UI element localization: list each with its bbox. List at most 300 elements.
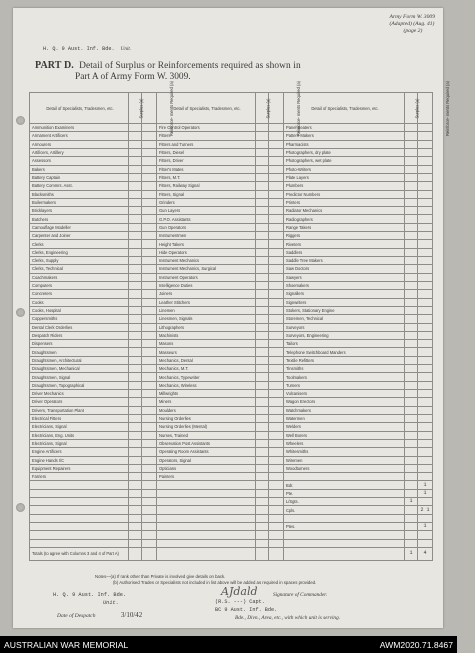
trade-name: Armament Artificers <box>30 132 129 140</box>
surplus-cell <box>256 481 269 489</box>
surplus-cell <box>405 281 418 289</box>
surplus-cell <box>129 281 142 289</box>
reinforcement-cell <box>142 198 157 206</box>
table-row <box>30 431 433 439</box>
table-row <box>30 423 433 431</box>
table-row <box>30 248 433 256</box>
surplus-cell <box>405 539 418 547</box>
trade-name <box>157 489 256 497</box>
reinforcement-cell <box>418 190 433 198</box>
page-title-line2: Part A of Army Form W. 3009. <box>75 72 191 82</box>
trade-name: Instrument Mechanics <box>157 257 256 265</box>
surplus-cell <box>405 290 418 298</box>
trade-name: Boilermakers <box>30 198 129 206</box>
surplus-cell <box>405 132 418 140</box>
surplus-cell <box>405 207 418 215</box>
surplus-cell <box>405 406 418 414</box>
surplus-cell <box>129 381 142 389</box>
reinforcement-cell <box>418 356 433 364</box>
trade-name: Butchers <box>30 215 129 223</box>
trade-name: Dispensers <box>30 340 129 348</box>
surplus-cell <box>129 198 142 206</box>
surplus-cell <box>405 356 418 364</box>
reinforcement-cell <box>142 298 157 306</box>
reinforcement-cell <box>269 273 284 281</box>
reinforcement-cell <box>418 381 433 389</box>
surplus-cell <box>405 223 418 231</box>
reinforcement-cell <box>269 265 284 273</box>
surplus-cell <box>405 464 418 472</box>
trade-name <box>284 539 405 547</box>
trade-name: Draughtsmen, Mechanical <box>30 365 129 373</box>
table-row <box>30 315 433 323</box>
trade-name <box>30 523 129 531</box>
table-row <box>30 489 433 497</box>
surplus-cell <box>129 498 142 506</box>
surplus-cell <box>405 298 418 306</box>
reinforcement-cell <box>142 531 157 539</box>
reinforcement-cell <box>142 506 157 514</box>
reinforcement-cell <box>269 431 284 439</box>
trade-name: Sawyers <box>284 273 405 281</box>
trade-name: Millwrights <box>157 390 256 398</box>
reinforcement-cell: 2 1 <box>418 506 433 514</box>
table-row <box>30 340 433 348</box>
trade-name: Welders <box>284 423 405 431</box>
trade-name: Fitters, Driver <box>157 157 256 165</box>
trade-name <box>157 514 256 522</box>
surplus-cell <box>256 315 269 323</box>
trade-name: Driver Operators <box>30 398 129 406</box>
surplus-cell <box>256 414 269 422</box>
trade-name <box>30 506 129 514</box>
trade-name <box>30 531 129 539</box>
reinforcement-cell <box>142 340 157 348</box>
surplus-cell <box>405 190 418 198</box>
surplus-cell <box>256 207 269 215</box>
trade-name: Saddle Tree Makers <box>284 257 405 265</box>
table-row <box>30 439 433 447</box>
trade-name: Plumbers <box>284 182 405 190</box>
reinforcement-cell <box>418 265 433 273</box>
trade-name: Coppersmiths <box>30 315 129 323</box>
reinforcement-cell <box>269 489 284 497</box>
reinforcement-cell <box>269 365 284 373</box>
surplus-cell <box>405 248 418 256</box>
trade-name: Bakers <box>30 165 129 173</box>
reinforcement-cell <box>142 523 157 531</box>
trade-name: Painters <box>157 473 256 481</box>
trade-name: Clerks, Technical <box>30 265 129 273</box>
surplus-cell <box>256 232 269 240</box>
reinforcement-cell <box>269 182 284 190</box>
trade-name: Gun Layers <box>157 207 256 215</box>
trade-name: Drivers, Transportation Plant <box>30 406 129 414</box>
trade-name: L/Sgts. <box>284 498 405 506</box>
surplus-cell <box>129 140 142 148</box>
reinforcement-cell <box>418 331 433 339</box>
table-row <box>30 523 433 531</box>
surplus-cell <box>129 514 142 522</box>
surplus-cell <box>129 423 142 431</box>
reinforcement-cell <box>142 498 157 506</box>
trades-header: Detail of Specialists, Tradesmen, etc. <box>30 93 129 124</box>
trade-name: Masseurs <box>157 348 256 356</box>
table-row <box>30 514 433 522</box>
reinforcement-cell <box>418 257 433 265</box>
trade-name: Panel Beaters <box>284 124 405 132</box>
surplus-cell <box>405 273 418 281</box>
surplus-cell <box>256 456 269 464</box>
trade-name: Textile Refitters <box>284 356 405 364</box>
table-row <box>30 190 433 198</box>
surplus-cell <box>405 431 418 439</box>
reinforcement-cell <box>269 514 284 522</box>
surplus-cell <box>405 489 418 497</box>
trade-name: Blacksmiths <box>30 190 129 198</box>
trade-name: Electricians, Signal <box>30 423 129 431</box>
trade-name: Height Takers <box>157 240 256 248</box>
trade-name: Dental Clerk Orderlies <box>30 323 129 331</box>
trade-name: Instrument Operators <box>157 273 256 281</box>
reinforcement-cell <box>269 223 284 231</box>
reinforcement-cell <box>142 157 157 165</box>
trade-name: Fitters, M.T. <box>157 173 256 181</box>
trade-name: Engine Hands I/C <box>30 456 129 464</box>
reinforcement-cell <box>418 390 433 398</box>
trade-name: Fire Control Operators <box>157 124 256 132</box>
form-number: Army Form W. 3009 (Adapted) (Aug. 41) (page 2) <box>389 14 435 34</box>
reinforcement-cell <box>418 173 433 181</box>
table-row <box>30 140 433 148</box>
reinforcement-cell <box>142 514 157 522</box>
surplus-cell <box>129 431 142 439</box>
reinforcement-cell <box>142 439 157 447</box>
surplus-cell <box>256 290 269 298</box>
table-row <box>30 215 433 223</box>
table-row <box>30 390 433 398</box>
reinforcement-cell <box>142 140 157 148</box>
trade-name: Whitesmiths <box>284 448 405 456</box>
reinforcement-cell <box>269 232 284 240</box>
surplus-cell <box>256 539 269 547</box>
reinforcement-cell <box>269 381 284 389</box>
trade-name: Mechanics, Dental <box>157 356 256 364</box>
trade-name: Farriers <box>30 473 129 481</box>
surplus-cell <box>405 481 418 489</box>
trade-name: Battery Commrs. Asst. <box>30 182 129 190</box>
reinforcement-cell <box>142 290 157 298</box>
reinforcement-cell <box>418 414 433 422</box>
trade-name: Draughtsmen, Architectural <box>30 356 129 364</box>
table-row <box>30 531 433 539</box>
reinforcement-cell <box>269 456 284 464</box>
trade-name: Cooks, Hospital <box>30 306 129 314</box>
punch-hole <box>16 308 25 317</box>
surplus-cell <box>256 306 269 314</box>
trade-name: Ammunition Examiners <box>30 124 129 132</box>
reinforcement-cell <box>418 207 433 215</box>
brigade-line: BC 9 Aust. Inf. Bde. <box>215 607 278 613</box>
trade-name <box>284 531 405 539</box>
reinforcement-cell <box>142 473 157 481</box>
reinforcement-cell <box>269 323 284 331</box>
reinforcement-cell <box>269 290 284 298</box>
reinforcement-cell <box>418 439 433 447</box>
trade-name: Turners <box>284 381 405 389</box>
reinforcement-cell <box>142 281 157 289</box>
trade-name: Instrument Mechanics, Surgical <box>157 265 256 273</box>
reinforcement-cell <box>418 298 433 306</box>
reinforcement-cell <box>269 390 284 398</box>
reinforcement-cell <box>269 373 284 381</box>
surplus-cell <box>256 190 269 198</box>
surplus-cell <box>256 431 269 439</box>
reinforcement-cell <box>269 523 284 531</box>
table-row <box>30 182 433 190</box>
surplus-cell <box>129 182 142 190</box>
table-row <box>30 257 433 265</box>
signature-label: Signature of Commander. <box>273 592 328 598</box>
reinforcement-cell <box>269 248 284 256</box>
trade-name: Artificers, Artillery <box>30 148 129 156</box>
surplus-cell <box>256 148 269 156</box>
trade-name: Nursing Orderlies <box>157 414 256 422</box>
trade-name: Gun Operators <box>157 223 256 231</box>
surplus-cell <box>129 373 142 381</box>
table-row <box>30 240 433 248</box>
trade-name: Draughtsmen, Topographical <box>30 381 129 389</box>
area-label: Bde., Divn., Area, etc., with which unit is serving. <box>235 615 341 621</box>
unit-value: H. Q. 9 Aust. Inf. Bde. <box>43 46 115 52</box>
surplus-cell <box>405 240 418 248</box>
trade-name: Riggers <box>284 232 405 240</box>
trade-name: Nursing Orderlies (Mental) <box>157 423 256 431</box>
table-row <box>30 173 433 181</box>
trade-name: Cooks <box>30 298 129 306</box>
surplus-cell <box>405 331 418 339</box>
trade-name: Telephone Switchboard Manders <box>284 348 405 356</box>
footnotes: Notes—(a) If rank other than Private is involved give details on back. (b) Authorised Trades or Specialists not included in list above will be added as required in spaces provided. <box>95 574 317 585</box>
reinforcement-cell <box>418 140 433 148</box>
bottom-unit: H. Q. 9 Aust. Inf. Bde. Unit. <box>53 592 127 606</box>
table-row <box>30 306 433 314</box>
reinforcement-cell <box>142 348 157 356</box>
table-row <box>30 207 433 215</box>
surplus-cell <box>129 356 142 364</box>
trade-name: Toolmakers <box>284 373 405 381</box>
reinforcement-cell <box>142 182 157 190</box>
reinforcement-cell <box>142 124 157 132</box>
surplus-cell <box>129 248 142 256</box>
surplus-cell <box>256 265 269 273</box>
trade-name: Radiographers <box>284 215 405 223</box>
unit-line <box>43 46 131 52</box>
surplus-cell <box>256 448 269 456</box>
reinforcement-cell <box>142 232 157 240</box>
rank-line: (R.S. ---) Capt. <box>215 599 265 605</box>
table-row <box>30 165 433 173</box>
reinforcement-cell <box>142 165 157 173</box>
table-row <box>30 273 433 281</box>
surplus-cell <box>256 531 269 539</box>
trade-name: Shoemakers <box>284 281 405 289</box>
trade-name: Photo-Writers <box>284 165 405 173</box>
surplus-cell <box>256 198 269 206</box>
surplus-cell <box>256 124 269 132</box>
trade-name: Nurses, Trained <box>157 431 256 439</box>
reinforcement-cell <box>269 165 284 173</box>
reinforcement-cell <box>142 207 157 215</box>
reinforcement-cell <box>269 448 284 456</box>
reinforcement-cell <box>142 406 157 414</box>
reinforcement-cell <box>269 340 284 348</box>
trade-name: Operators, Signal <box>157 456 256 464</box>
table-row <box>30 298 433 306</box>
surplus-cell <box>405 365 418 373</box>
trade-name: Draughtsmen, Signal <box>30 373 129 381</box>
reinforcement-cell <box>418 240 433 248</box>
trade-name: Mechanics, Typewriter <box>157 373 256 381</box>
punch-hole <box>16 116 25 125</box>
reinforcement-cell: 1 <box>418 489 433 497</box>
surplus-cell <box>405 456 418 464</box>
reinforcement-cell <box>269 198 284 206</box>
table-row <box>30 539 433 547</box>
surplus-cell <box>256 423 269 431</box>
trade-name: Riveters <box>284 240 405 248</box>
surplus-cell <box>256 215 269 223</box>
surplus-cell: 1 <box>405 498 418 506</box>
reinforcement-cell <box>418 348 433 356</box>
trade-name: Woodturners <box>284 464 405 472</box>
despatch-date: 3/10/42 <box>120 611 143 619</box>
reinforcement-cell <box>142 481 157 489</box>
trade-name: Armourers <box>30 140 129 148</box>
reinforcement-cell <box>142 315 157 323</box>
surplus-cell <box>129 398 142 406</box>
surplus-cell <box>405 514 418 522</box>
reinforcement-cell <box>142 539 157 547</box>
surplus-header: Surplus (a) <box>256 93 269 124</box>
reinforcement-cell <box>142 173 157 181</box>
trade-name: Linemen <box>157 306 256 314</box>
table-row <box>30 365 433 373</box>
surplus-cell <box>129 473 142 481</box>
reinforcement-cell <box>142 390 157 398</box>
reinforcement-cell <box>142 223 157 231</box>
reinforcement-cell <box>269 481 284 489</box>
surplus-cell <box>405 165 418 173</box>
surplus-cell <box>405 315 418 323</box>
surplus-cell <box>129 448 142 456</box>
reinforcement-cell <box>142 190 157 198</box>
reinforcements-header: Reinforce- ments Required (a) <box>418 93 433 124</box>
surplus-cell <box>256 140 269 148</box>
trade-name: Battery Captain <box>30 173 129 181</box>
surplus-cell <box>405 323 418 331</box>
reinforcement-cell <box>142 373 157 381</box>
table-row <box>30 148 433 156</box>
reinforcements-header: Reinforce- ments Required (a) <box>142 93 157 124</box>
surplus-cell <box>129 456 142 464</box>
trade-name: Electricians, Signal <box>30 439 129 447</box>
trade-name: Operating Room Assistants <box>157 448 256 456</box>
trade-name: Fitters, Signal <box>157 190 256 198</box>
surplus-cell <box>405 506 418 514</box>
surplus-cell <box>256 257 269 265</box>
surplus-cell <box>405 423 418 431</box>
trade-name: Mechanics, Wireless <box>157 381 256 389</box>
trade-name <box>157 531 256 539</box>
trade-name: Coachmakers <box>30 273 129 281</box>
trade-name: Camouflage Modeller <box>30 223 129 231</box>
trade-name: Miners <box>157 398 256 406</box>
surplus-cell <box>256 514 269 522</box>
surplus-cell <box>405 523 418 531</box>
trade-name: Predictor Numbers <box>284 190 405 198</box>
trade-name: Photographers, dry plate <box>284 148 405 156</box>
table-row <box>30 498 433 506</box>
trade-name <box>157 498 256 506</box>
reinforcement-cell <box>269 356 284 364</box>
surplus-cell <box>405 148 418 156</box>
table-row <box>30 406 433 414</box>
trade-name: Opticians <box>157 464 256 472</box>
reinforcement-cell <box>418 531 433 539</box>
surplus-cell <box>405 173 418 181</box>
reinforcement-cell <box>269 331 284 339</box>
surplus-cell <box>129 523 142 531</box>
surplus-cell <box>256 464 269 472</box>
trade-name: Clerks <box>30 240 129 248</box>
reinforcement-cell <box>418 248 433 256</box>
trade-name: Fitters, Diesel <box>157 148 256 156</box>
trade-name: Grinders <box>157 198 256 206</box>
trade-name: Wheelers <box>284 439 405 447</box>
surplus-cell <box>129 290 142 298</box>
surplus-cell <box>405 473 418 481</box>
reinforcement-cell <box>142 431 157 439</box>
trade-name: Signwriters <box>284 298 405 306</box>
trade-name <box>30 481 129 489</box>
reinforcement-cell <box>418 198 433 206</box>
surplus-cell <box>405 265 418 273</box>
reinforcement-cell <box>269 207 284 215</box>
trade-name: Bdr. <box>284 481 405 489</box>
table-row <box>30 506 433 514</box>
trade-name: Well Borers <box>284 431 405 439</box>
reinforcement-cell <box>418 498 433 506</box>
trade-name <box>30 539 129 547</box>
reinforcement-cell <box>418 340 433 348</box>
trades-header: Detail of Specialists, Tradesmen, etc. <box>157 93 256 124</box>
reinforcement-cell <box>142 132 157 140</box>
table-row <box>30 448 433 456</box>
totals-row <box>30 547 433 560</box>
reinforcement-cell <box>142 331 157 339</box>
page-title: PART D. Detail of Surplus or Reinforcements required as shown in <box>35 60 301 71</box>
surplus-cell <box>129 232 142 240</box>
surplus-cell <box>405 232 418 240</box>
reinforcement-cell <box>142 215 157 223</box>
reinforcement-cell <box>142 148 157 156</box>
trade-name: Surveyors <box>284 323 405 331</box>
surplus-cell <box>405 215 418 223</box>
trade-name: Storemen, Technical <box>284 315 405 323</box>
trade-name: Machinists <box>157 331 256 339</box>
surplus-cell <box>256 173 269 181</box>
